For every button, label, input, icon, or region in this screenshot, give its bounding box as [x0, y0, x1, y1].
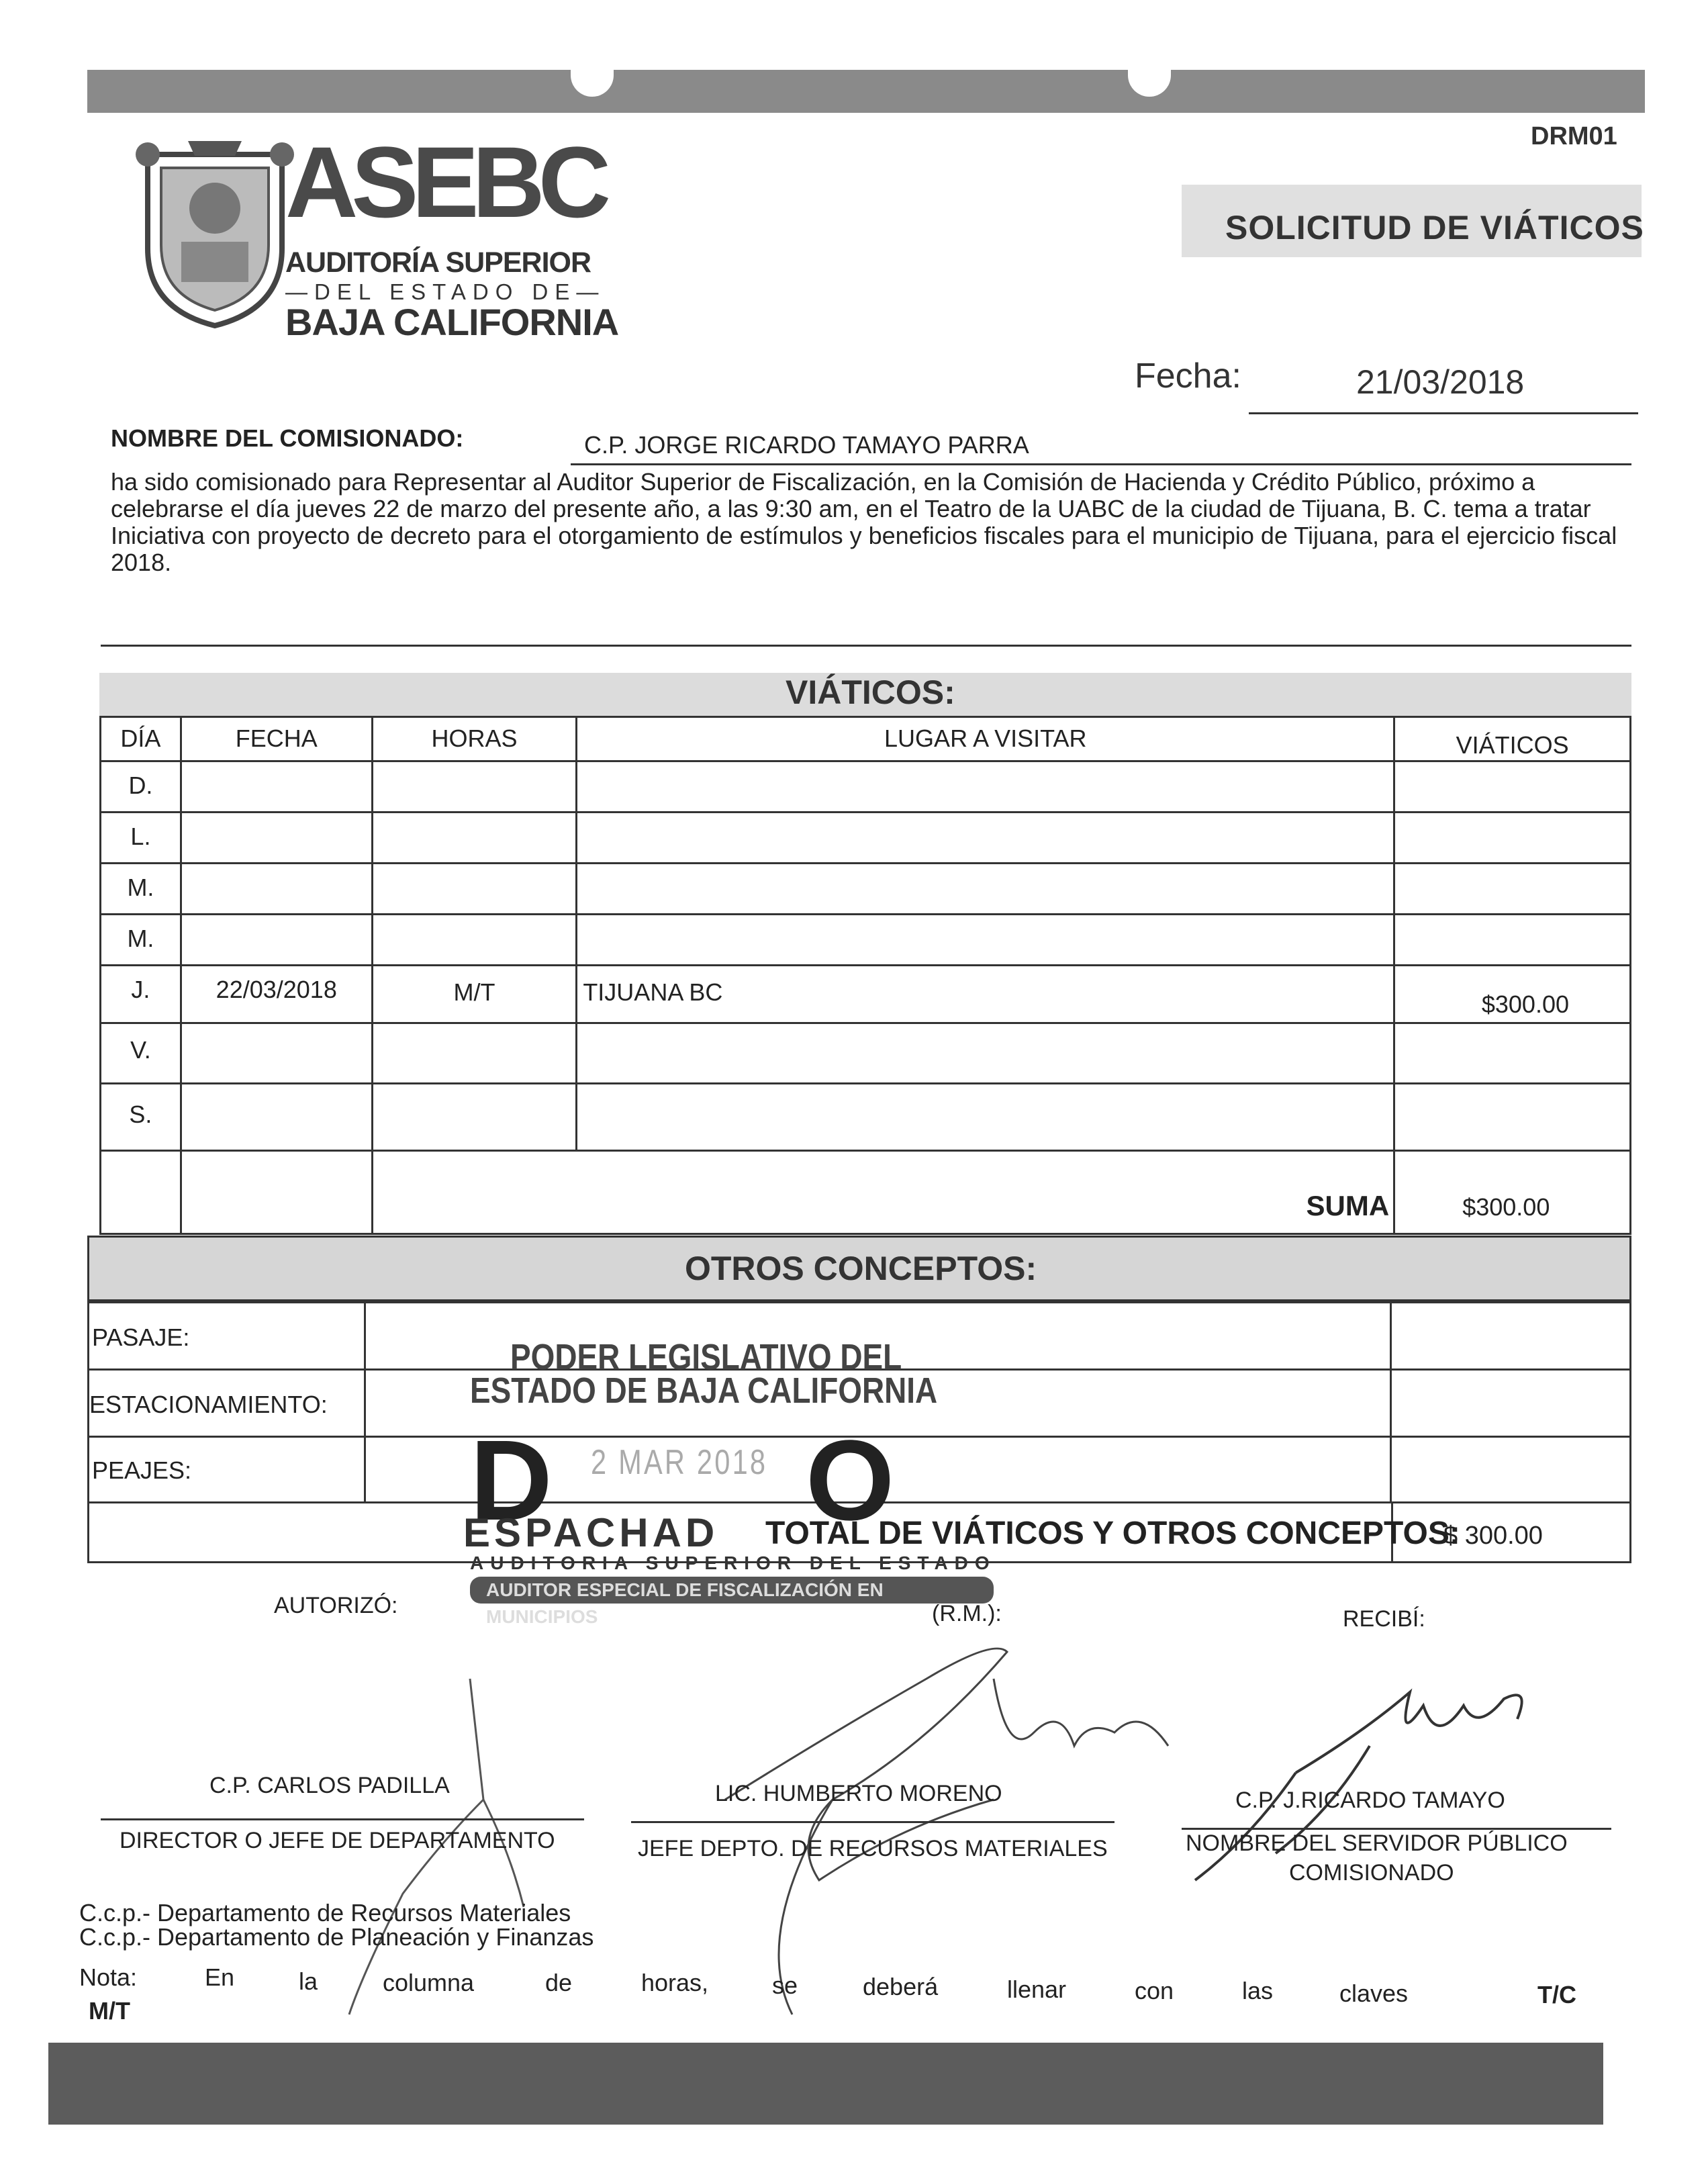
cell-dia: M. — [101, 864, 181, 915]
document-title: SOLICITUD DE VIÁTICOS — [1225, 209, 1644, 246]
rm-label: (R.M.): — [932, 1601, 1002, 1626]
cell-lugar — [577, 1023, 1394, 1084]
stamp-line-1: PODER LEGISLATIVO DEL — [510, 1337, 902, 1377]
nota-word: se — [772, 1971, 798, 1999]
stamp-line-2: ESTADO DE BAJA CALIFORNIA — [470, 1371, 938, 1411]
cell-lugar — [577, 864, 1394, 915]
cell-fecha — [181, 1084, 372, 1151]
cell-dia: D. — [101, 761, 181, 813]
otros-label: PEAJES: — [89, 1437, 365, 1503]
signer-role-3b: COMISIONADO — [1289, 1860, 1454, 1886]
cell-fecha — [181, 813, 372, 864]
stamp-line-4: AUDITOR ESPECIAL DE FISCALIZACIÓN EN MUNICIPIOS — [470, 1577, 994, 1604]
cell-lugar — [577, 915, 1394, 966]
signer-role-3a: NOMBRE DEL SERVIDOR PÚBLICO — [1186, 1830, 1568, 1856]
commission-description: ha sido comisionado para Representar al Auditor Superior de Fiscalización, en la Comisión de Hacienda y Crédito Público, próximo a celebrarse el día jueves 22 de marzo del presente año, a las 9:30 am, en el Teatro de la UABC de la ciudad de Tijuana, B. C. tema a tratar Iniciativa con proyecto de decreto para el otorgamiento de estímulos y beneficios fiscales para el municipio de Tijuana, para el ejercicio fiscal 2018. — [111, 468, 1617, 576]
nota-mt: M/T — [89, 1997, 130, 2025]
cell-lugar — [577, 761, 1394, 813]
cell-viaticos — [1394, 864, 1631, 915]
cell-empty — [1390, 1303, 1630, 1370]
cell-lugar: TIJUANA BC — [577, 966, 1394, 1023]
nombre-comisionado-value: C.P. JORGE RICARDO TAMAYO PARRA — [584, 431, 1029, 459]
nombre-comisionado-label: NOMBRE DEL COMISIONADO: — [111, 424, 464, 452]
total-label: TOTAL DE VIÁTICOS Y OTROS CONCEPTOS: — [765, 1516, 1460, 1551]
cell-empty — [1390, 1370, 1630, 1437]
nota-word: de — [545, 1969, 573, 1996]
viaticos-table — [99, 716, 1631, 1235]
table-row — [101, 1023, 1631, 1084]
table-row — [101, 864, 1631, 915]
nota-word: llenar — [1007, 1976, 1067, 2003]
brand-line-3: BAJA CALIFORNIA — [285, 301, 619, 343]
brand-line-1: AUDITORÍA SUPERIOR — [285, 246, 591, 279]
cell-dia: V. — [101, 1023, 181, 1084]
cell-horas — [372, 1023, 577, 1084]
total-value: $ 300.00 — [1443, 1522, 1543, 1550]
nota-word: con — [1135, 1977, 1174, 2004]
cell-horas — [372, 915, 577, 966]
signer-role-2: JEFE DEPTO. DE RECURSOS MATERIALES — [638, 1836, 1108, 1861]
nota-word: la — [299, 1967, 318, 1995]
header-fecha: FECHA — [181, 717, 372, 761]
stamp-line-3: AUDITORIA SUPERIOR DEL ESTADO — [470, 1552, 996, 1573]
nota-word: deberá — [863, 1973, 939, 2000]
cell-lugar — [577, 1084, 1394, 1151]
document-code: DRM01 — [1531, 122, 1617, 150]
recibi-label: RECIBÍ: — [1343, 1606, 1425, 1632]
signer-name-3: C.P. J.RICARDO TAMAYO — [1235, 1788, 1505, 1813]
signature-line-3 — [1182, 1828, 1611, 1830]
suma-row — [101, 1151, 1631, 1234]
brand-name: ASEBC — [285, 126, 605, 238]
stamp-date: 2 MAR 2018 — [591, 1443, 768, 1482]
fecha-label: Fecha: — [1135, 357, 1241, 396]
header-lugar: LUGAR A VISITAR — [577, 717, 1394, 761]
nota-word: claves — [1339, 1980, 1409, 2007]
autorizo-label: AUTORIZÓ: — [274, 1593, 398, 1618]
cell-viaticos — [1394, 813, 1631, 864]
cell-dia: M. — [101, 915, 181, 966]
signature-line-1 — [101, 1818, 584, 1820]
signature-line-2 — [631, 1821, 1114, 1823]
ccp-line-1: C.c.p.- Departamento de Recursos Materiales — [79, 1899, 571, 1927]
table-row — [101, 761, 1631, 813]
nombre-underline — [571, 463, 1631, 465]
table-row — [101, 813, 1631, 864]
cell-lugar — [577, 813, 1394, 864]
signer-name-1: C.P. CARLOS PADILLA — [209, 1773, 450, 1798]
header-dia: DÍA — [101, 717, 181, 761]
table-row — [101, 915, 1631, 966]
signer-role-1: DIRECTOR O JEFE DE DEPARTAMENTO — [120, 1828, 555, 1853]
suma-label: SUMA — [372, 1151, 1394, 1234]
cell-empty — [1390, 1437, 1630, 1503]
cell-horas — [372, 864, 577, 915]
cell-fecha — [181, 1023, 372, 1084]
cell-viaticos — [1394, 1023, 1631, 1084]
stamp-big-o: O — [806, 1417, 895, 1544]
cell-viaticos: $300.00 — [1394, 966, 1631, 1023]
cell-fecha: 22/03/2018 — [181, 966, 372, 1023]
table-row — [101, 1084, 1631, 1151]
table-row — [101, 966, 1631, 1023]
nota-word: horas, — [641, 1969, 709, 1996]
fecha-value: 21/03/2018 — [1356, 363, 1525, 401]
cell-fecha — [181, 915, 372, 966]
cell-empty — [181, 1151, 372, 1234]
bottom-bar — [48, 2043, 1603, 2125]
cell-dia: S. — [101, 1084, 181, 1151]
cell-horas — [372, 761, 577, 813]
cell-dia: L. — [101, 813, 181, 864]
nota-word: En — [205, 1963, 235, 1991]
stamp-big-d: D — [470, 1417, 553, 1544]
ccp-line-2: C.c.p.- Departamento de Planeación y Finanzas — [79, 1923, 594, 1951]
fecha-underline — [1249, 412, 1638, 414]
cell-dia: J. — [101, 966, 181, 1023]
stamp-word: ESPACHAD — [463, 1510, 719, 1555]
header-viaticos: VIÁTICOS — [1394, 717, 1631, 761]
signer-name-2: LIC. HUMBERTO MORENO — [715, 1781, 1002, 1806]
otros-label: ESTACIONAMIENTO: — [89, 1370, 365, 1437]
nota-word: las — [1242, 1977, 1274, 2004]
cell-fecha — [181, 864, 372, 915]
header-horas: HORAS — [372, 717, 577, 761]
nota-tc: T/C — [1537, 1981, 1576, 2008]
cell-horas: M/T — [372, 966, 577, 1023]
cell-viaticos — [1394, 915, 1631, 966]
state-seal-logo — [121, 128, 309, 329]
top-bar — [87, 70, 1645, 113]
suma-value: $300.00 — [1394, 1151, 1631, 1234]
otros-label: PASAJE: — [89, 1303, 365, 1370]
cell-horas — [372, 1084, 577, 1151]
cell-fecha — [181, 761, 372, 813]
viaticos-header-row — [101, 717, 1631, 761]
cell-viaticos — [1394, 761, 1631, 813]
nota-word: Nota: — [79, 1963, 138, 1991]
nota-word: columna — [383, 1969, 475, 1996]
otros-title: OTROS CONCEPTOS: — [685, 1250, 1037, 1287]
brand-line-2: —DEL ESTADO DE— — [285, 279, 606, 304]
cell-horas — [372, 813, 577, 864]
cell-empty — [101, 1151, 181, 1234]
cell-viaticos — [1394, 1084, 1631, 1151]
viaticos-title: VIÁTICOS: — [786, 674, 955, 711]
section-separator — [101, 645, 1631, 647]
